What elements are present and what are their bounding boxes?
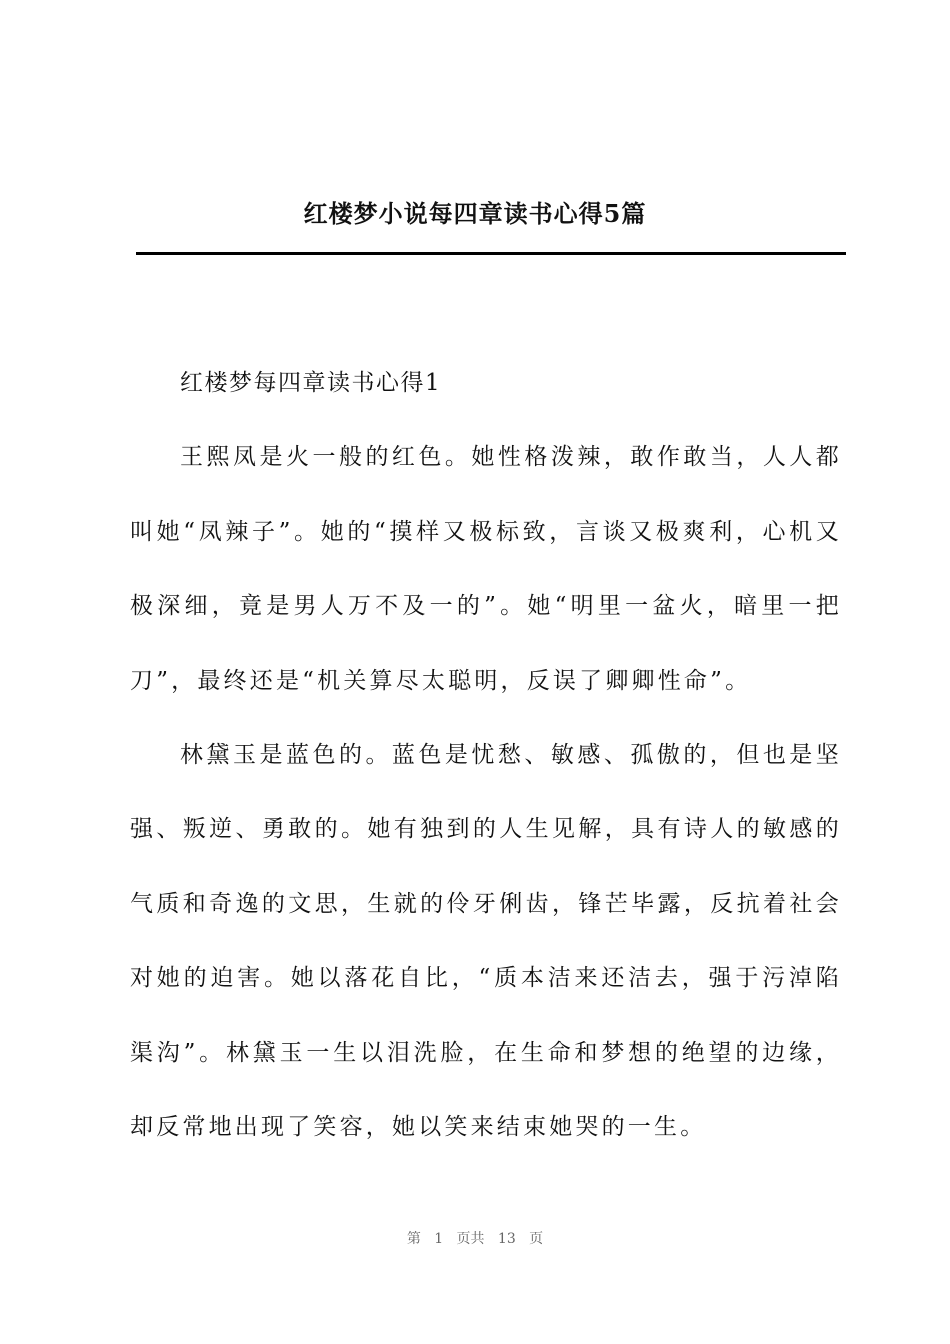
- section-heading: 红楼梦每四章读书心得1: [180, 370, 442, 396]
- footer-current-page: 1: [434, 1231, 444, 1247]
- paragraph-wang-xifeng: 王熙凤是火一般的红色。她性格泼辣，敢作敢当，人人都叫她“凤辣子”。她的“摸样又极标致，言谈又极爽利，心机又极深细，竟是男人万不及一的”。她“明里一盆火，暗里一把刀”，最终还是“机关算尽太聪明，反误了卿卿性命”。: [130, 444, 842, 694]
- page-footer: [0, 1229, 950, 1249]
- paragraph-lin-daiyu: 林黛玉是蓝色的。蓝色是忧愁、敏感、孤傲的，但也是坚强、叛逆、勇敢的。她有独到的人生见解，具有诗人的敏感的气质和奇逸的文思，生就的伶牙俐齿，锋芒毕露，反抗着社会对她的迫害。她以落花自比，“质本洁来还洁去，强于污淖陷渠沟”。林黛玉一生以泪洗脸，在生命和梦想的绝望的边缘，却反常地出现了笑容，她以笑来结束她哭的一生。: [130, 742, 842, 1141]
- document-body: [130, 346, 842, 1164]
- footer-middle: 页共: [456, 1231, 485, 1247]
- document-title: 红楼梦小说每四章读书心得5篇: [303, 199, 647, 228]
- title-divider: [136, 252, 846, 255]
- footer-suffix: 页: [529, 1231, 544, 1247]
- footer-total-pages: 13: [497, 1231, 516, 1247]
- footer-prefix: 第: [406, 1231, 421, 1247]
